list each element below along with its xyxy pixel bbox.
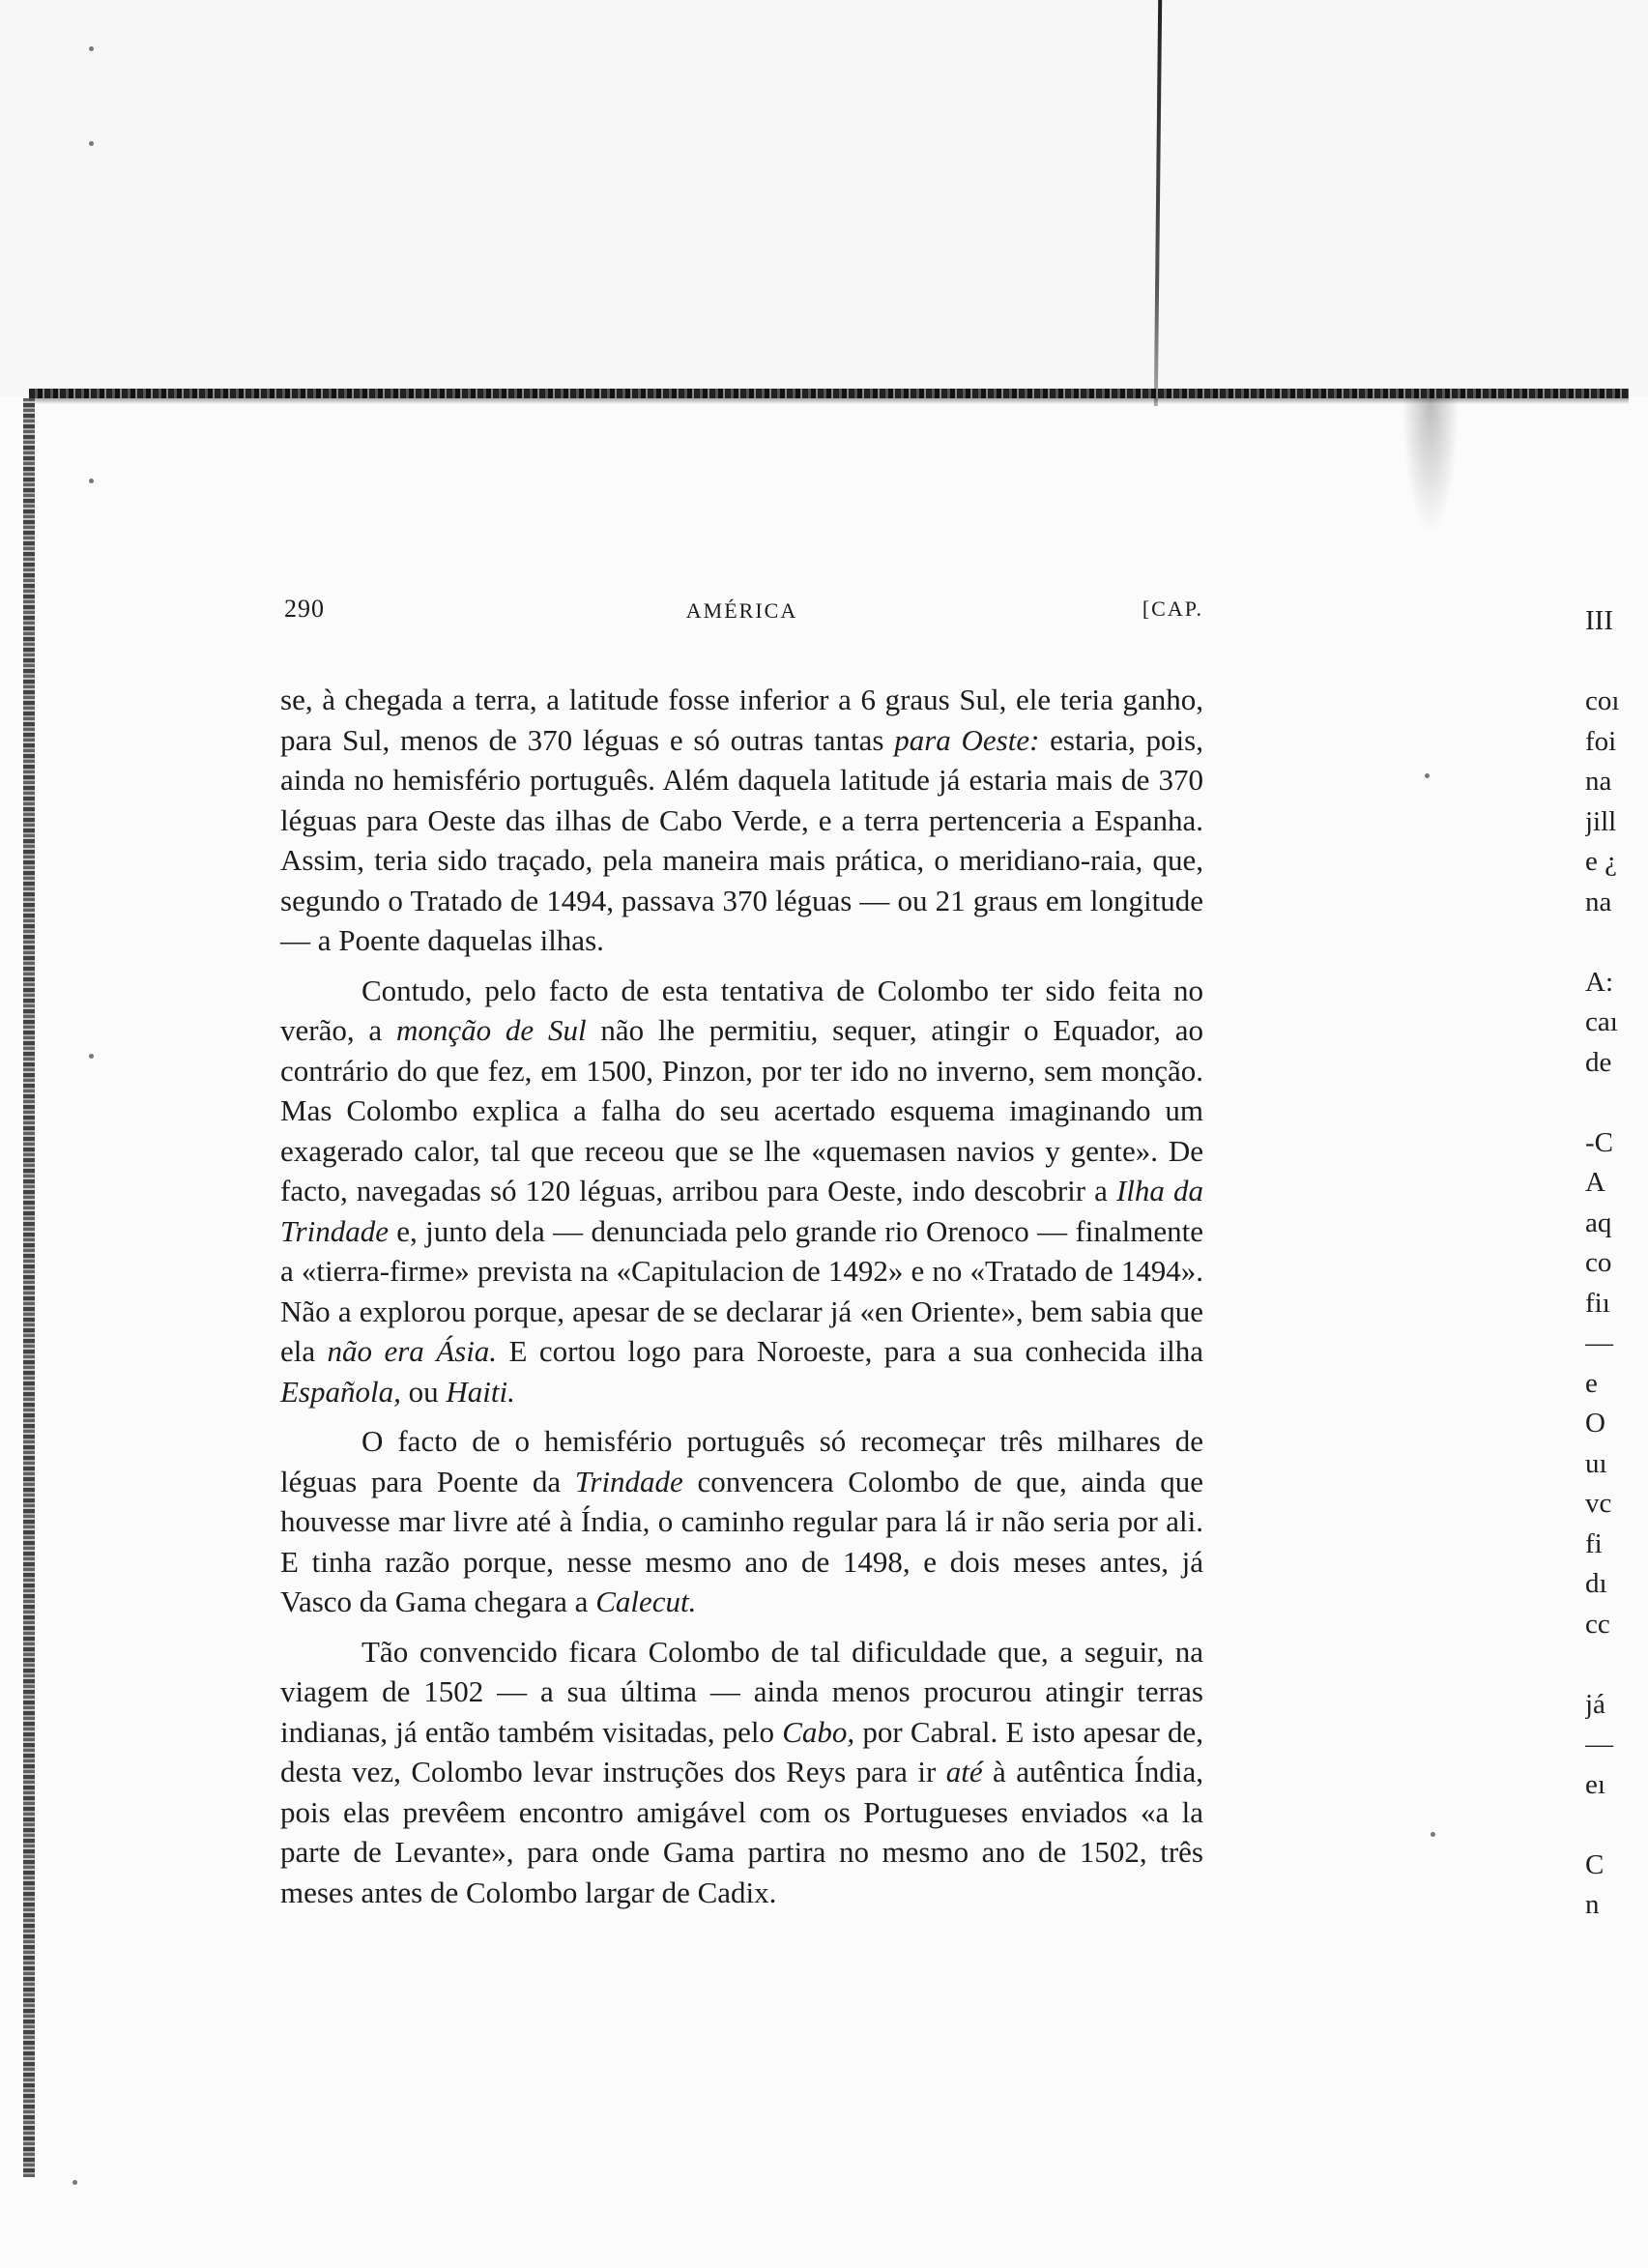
page-number: 290 — [284, 595, 325, 623]
next-page-fragment — [1585, 1644, 1648, 1685]
paragraph — [280, 1421, 1203, 1622]
text-run: Tão convencido ficara Colombo de tal dificuldade que, a seguir, na viagem de 1502 — a sua última — ainda menos procurou atingir terras indianas, já então também visitadas, pelo — [280, 1634, 1203, 1749]
next-page-fragment: foi — [1585, 725, 1617, 757]
next-page-fragment: eı — [1585, 1768, 1605, 1800]
next-page-fragment: já — [1585, 1688, 1605, 1720]
italic-text: para Oeste: — [894, 722, 1040, 757]
italic-text: Calecut. — [595, 1585, 697, 1618]
scan-speck — [89, 46, 94, 51]
italic-text: Cabo, — [782, 1714, 855, 1749]
scan-speck — [89, 141, 94, 146]
next-page-fragment: e — [1585, 1367, 1598, 1399]
italic-text: Trindade — [574, 1464, 683, 1498]
next-page-fragment: de — [1585, 1046, 1612, 1078]
italic-text: Española, — [280, 1374, 401, 1409]
italic-text: monção de Sul — [395, 1013, 587, 1047]
paragraph — [280, 1632, 1203, 1913]
italic-text: Ilha da Trindade — [280, 1174, 1203, 1248]
next-page-fragment: n — [1585, 1889, 1600, 1920]
next-page-fragment: A — [1585, 1167, 1605, 1198]
next-page-fragment: fiı — [1585, 1287, 1610, 1319]
italic-text: não era Ásia. — [327, 1334, 498, 1368]
next-page-fragment: fi — [1585, 1527, 1603, 1559]
text-run: O facto de o hemisfério português só recomeçar três milhares de léguas para Poente da — [280, 1424, 1203, 1498]
book-page — [280, 595, 1203, 1922]
next-page-fragment: III — [1585, 605, 1613, 636]
next-page-fragment — [1585, 922, 1648, 963]
scan-speck — [89, 1054, 94, 1059]
running-head — [280, 595, 1203, 633]
next-page-fragment: na — [1585, 886, 1612, 917]
scan-edge-bar — [29, 389, 1629, 398]
next-page-fragment: C — [1585, 1848, 1605, 1880]
top-sheet — [0, 0, 1648, 396]
page-edge-shade — [1402, 398, 1460, 534]
next-page-fragment: coı — [1585, 685, 1620, 716]
next-page-fragment: e ¿ — [1585, 846, 1617, 877]
text-run: não lhe permitiu, sequer, atingir o Equador, ao contrário do que fez, em 1500, Pinzon, por ter ido no inverno, sem monção. Mas Colombo explica a falha do seu acertado esquema imaginando um exagerado calor, tal que receou que se lhe «quemasen navios y gente». De facto, navegadas só 120 léguas, arribou para Oeste, indo descobrir a — [280, 1013, 1203, 1207]
text-run: por Cabral. E isto apesar de, desta vez, Colombo levar instruções dos Reys para ir — [280, 1714, 1204, 1788]
next-page-fragment: caı — [1585, 1006, 1618, 1037]
paragraph — [280, 680, 1203, 961]
scan-speck — [89, 479, 94, 483]
next-page-fragment — [1585, 1083, 1648, 1123]
text-run: à autêntica Índia, pois elas prevêem encontro amigável com os Portugueses enviados «a la parte de Levante», para onde Gama partira no mesmo ano de 1502, três meses antes de Colombo largar de Cadix. — [280, 1755, 1203, 1909]
paragraph — [280, 971, 1203, 1412]
next-page-fragment: co — [1585, 1247, 1612, 1278]
text-run: Contudo, pelo facto de esta tentativa de Colombo ter sido feita no verão, a — [280, 973, 1203, 1047]
next-page-fragment: cc — [1585, 1608, 1610, 1640]
next-page-fragment: dı — [1585, 1568, 1607, 1599]
next-page-fragment: uı — [1585, 1447, 1607, 1479]
text-run: ou — [400, 1374, 447, 1409]
next-page-fragment: vc — [1585, 1488, 1612, 1519]
italic-text: Haiti. — [446, 1374, 515, 1409]
text-run: estaria, pois, ainda no hemisfério português. Além daquela latitude já estaria mais de 370 léguas para Oeste das ilhas de Cabo Verde, e a terra pertenceria a Espanha. Assim, teria sido traçado, pela maneira mais prática, o meridiano-raia, que, segundo o Tratado de 1494, passava 370 léguas — ou 21 graus em longitude — a Poente daquelas ilhas. — [280, 722, 1203, 957]
scan-edge-shadow — [29, 398, 1629, 404]
next-page-fragment: jill — [1585, 805, 1617, 837]
next-page-fragment: — — [1585, 1327, 1613, 1358]
next-page-fragment: aq — [1585, 1207, 1612, 1238]
text-run: se, à chegada a terra, a latitude fosse inferior a 6 graus Sul, ele teria ganho, para Sul, menos de 370 léguas e só outras tantas — [280, 683, 1203, 757]
next-page-fragment — [1585, 642, 1648, 683]
scan-speck — [1431, 1832, 1435, 1837]
next-page-fragments — [1585, 601, 1648, 1926]
next-page-fragment: na — [1585, 766, 1612, 797]
text-run: e, junto dela — denunciada pelo grande rio Orenoco — finalmente a «tierra-firme» prevista na «Capitulacion de 1492» e no «Tratado de 1494». Não a explorou porque, apesar de se declarar já «en Oriente», bem sabia que ela — [280, 1213, 1203, 1368]
next-page-fragment: -C — [1585, 1126, 1613, 1158]
next-page-fragment: A: — [1585, 966, 1613, 998]
text-run: convencera Colombo de que, ainda que houvesse mar livre até à Índia, o caminho regular para lá ir não seria por ali. E tinha razão porque, nesse mesmo ano de 1498, e dois meses antes, já Vasco da Gama chegara a — [280, 1464, 1203, 1618]
binding-edge — [23, 398, 35, 2177]
chapter-marker: [CAP. — [1142, 596, 1203, 621]
next-page-fragment — [1585, 1805, 1648, 1846]
scan-speck — [72, 2180, 77, 2185]
body-text — [280, 680, 1203, 1912]
next-page-fragment: — — [1585, 1729, 1613, 1759]
italic-text: até — [945, 1755, 983, 1788]
running-title: AMÉRICA — [685, 598, 798, 623]
text-run: E cortou logo para Noroeste, para a sua conhecida ilha — [497, 1334, 1203, 1368]
scan-speck — [1425, 773, 1430, 778]
next-page-fragment: O — [1585, 1408, 1605, 1439]
